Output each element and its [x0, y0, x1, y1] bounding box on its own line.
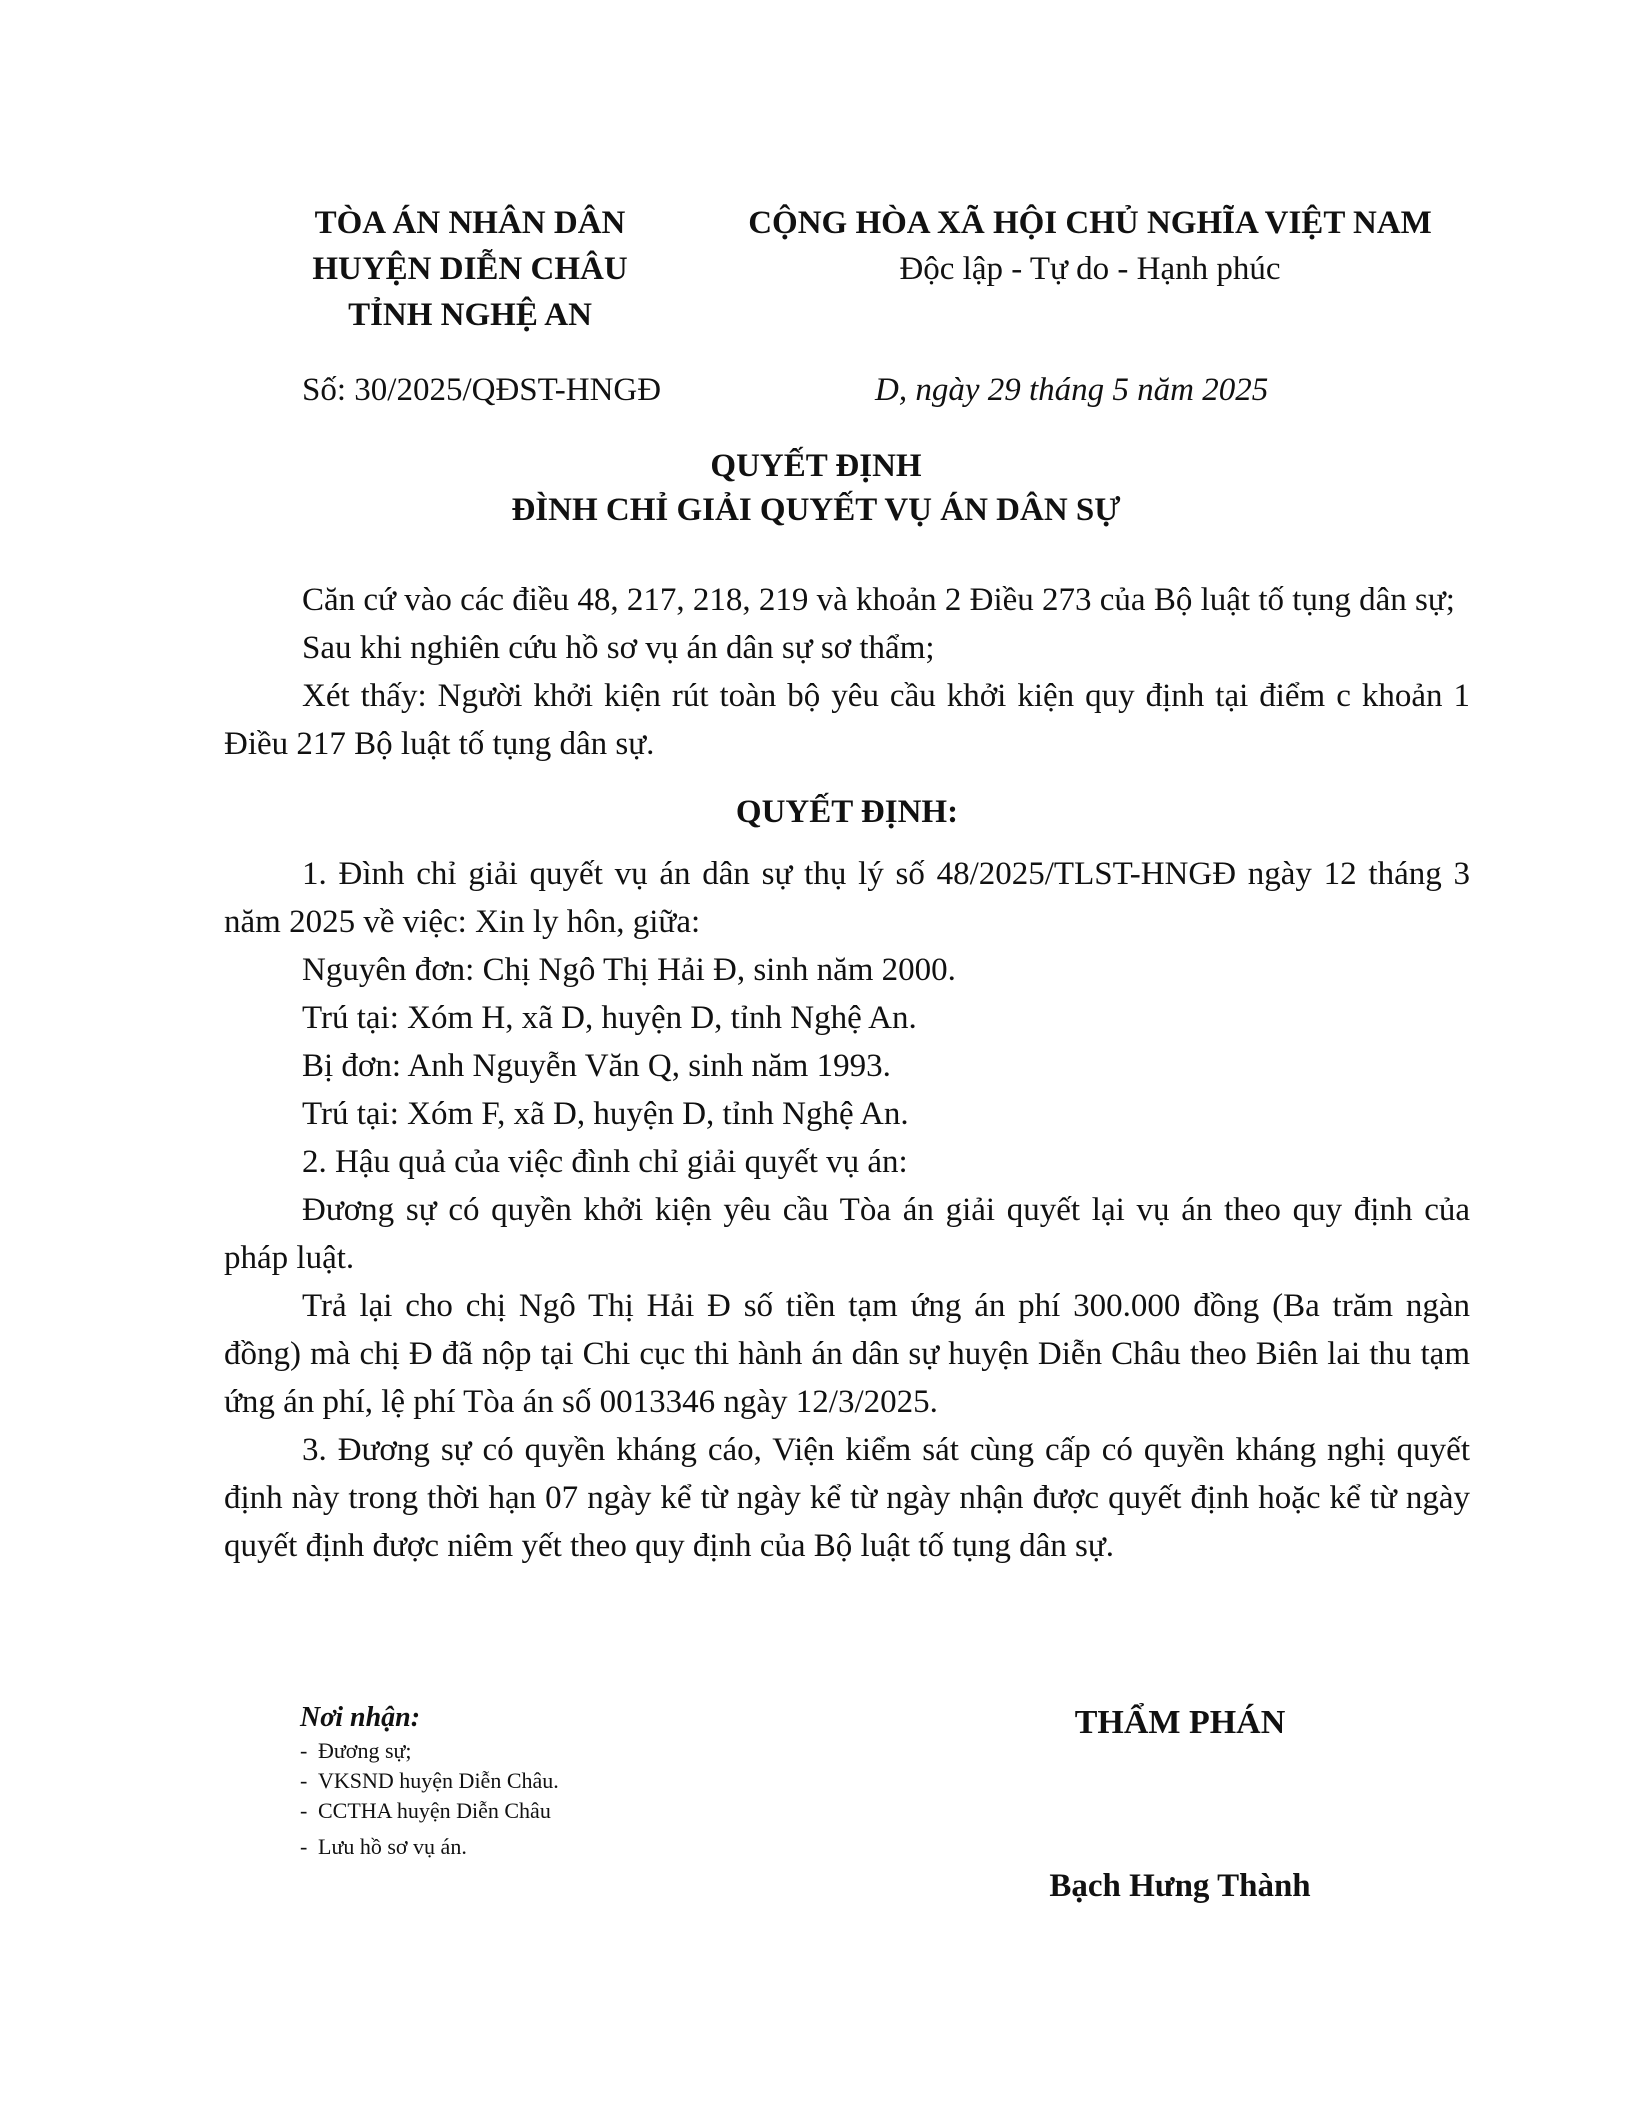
signer-role: THẨM PHÁN — [1074, 1704, 1286, 1741]
decision-item-2: 2. Hậu quả của việc đình chỉ giải quyết vụ án: — [302, 1144, 908, 1180]
title-line-2: ĐÌNH CHỈ GIẢI QUYẾT VỤ ÁN DÂN SỰ — [511, 492, 1121, 528]
signer-name: Bạch Hưng Thành — [1049, 1868, 1311, 1904]
review-paragraph: Sau khi nghiên cứu hồ sơ vụ án dân sự sơ thẩm; — [302, 630, 935, 666]
court-name-block — [280, 200, 660, 338]
court-line-2: HUYỆN DIỄN CHÂU — [312, 251, 628, 287]
recipient-item: - Đương sự; — [300, 1738, 412, 1763]
defendant-line: Bị đơn: Anh Nguyễn Văn Q, sinh năm 1993. — [302, 1048, 891, 1084]
decision-item-3: 3. Đương sự có quyền kháng cáo, Viện kiểm sát cùng cấp có quyền kháng nghị quyết định này trong thời hạn 07 ngày kể từ ngày kể từ ngày nhận được quyết định hoặc kể từ ngày quyết định được niêm yết theo quy định của Bộ luật tố tụng dân sự. — [224, 1432, 1470, 1564]
recipient-item: - CCTHA huyện Diễn Châu — [300, 1798, 551, 1823]
legal-basis-paragraph: Căn cứ vào các điều 48, 217, 218, 219 và khoản 2 Điều 273 của Bộ luật tố tụng dân sự; — [302, 582, 1455, 618]
recipients-title: Nơi nhận: — [300, 1702, 421, 1733]
consequence-paragraph-b: Trả lại cho chị Ngô Thị Hải Đ số tiền tạm ứng án phí 300.000 đồng (Ba trăm ngàn đồng) mà chị Đ đã nộp tại Chi cục thi hành án dân sự huyện Diễn Châu theo Biên lai thu tạm ứng án phí, lệ phí Tòa án số 0013346 ngày 12/3/2025. — [224, 1288, 1470, 1420]
finding-paragraph: Xét thấy: Người khởi kiện rút toàn bộ yêu cầu khởi kiện quy định tại điểm c khoản 1 Điều 217 Bộ luật tố tụng dân sự. — [224, 678, 1470, 762]
recipient-item: - VKSND huyện Diễn Châu. — [300, 1768, 559, 1793]
plaintiff-line: Nguyên đơn: Chị Ngô Thị Hải Đ, sinh năm 2000. — [302, 952, 956, 988]
title-line-1: QUYẾT ĐỊNH — [710, 448, 922, 484]
document-body — [224, 576, 1470, 1570]
court-line-3: TỈNH NGHỆ AN — [348, 297, 592, 333]
national-motto: Độc lập - Tự do - Hạnh phúc — [899, 251, 1281, 287]
recipients-list — [300, 1736, 559, 1862]
recipient-item: - Lưu hồ sơ vụ án. — [300, 1834, 467, 1859]
plaintiff-address: Trú tại: Xóm H, xã D, huyện D, tỉnh Nghệ An. — [302, 1000, 917, 1036]
document-title — [0, 444, 1632, 532]
court-line-1: TÒA ÁN NHÂN DÂN — [314, 205, 626, 241]
document-date: D, ngày 29 tháng 5 năm 2025 — [875, 372, 1269, 408]
recipients-block — [300, 1700, 559, 1862]
decision-heading: QUYẾT ĐỊNH: — [735, 794, 959, 830]
national-header — [700, 200, 1480, 292]
consequence-paragraph-a: Đương sự có quyền khởi kiện yêu cầu Tòa án giải quyết lại vụ án theo quy định của pháp luật. — [224, 1192, 1470, 1276]
defendant-address: Trú tại: Xóm F, xã D, huyện D, tỉnh Nghệ An. — [302, 1096, 909, 1132]
republic-title: CỘNG HÒA XÃ HỘI CHỦ NGHĨA VIỆT NAM — [748, 205, 1432, 241]
document-number: Số: 30/2025/QĐST-HNGĐ — [302, 372, 662, 408]
decision-item-1: 1. Đình chỉ giải quyết vụ án dân sự thụ lý số 48/2025/TLST-HNGĐ ngày 12 tháng 3 năm 2025 về việc: Xin ly hôn, giữa: — [224, 856, 1470, 940]
